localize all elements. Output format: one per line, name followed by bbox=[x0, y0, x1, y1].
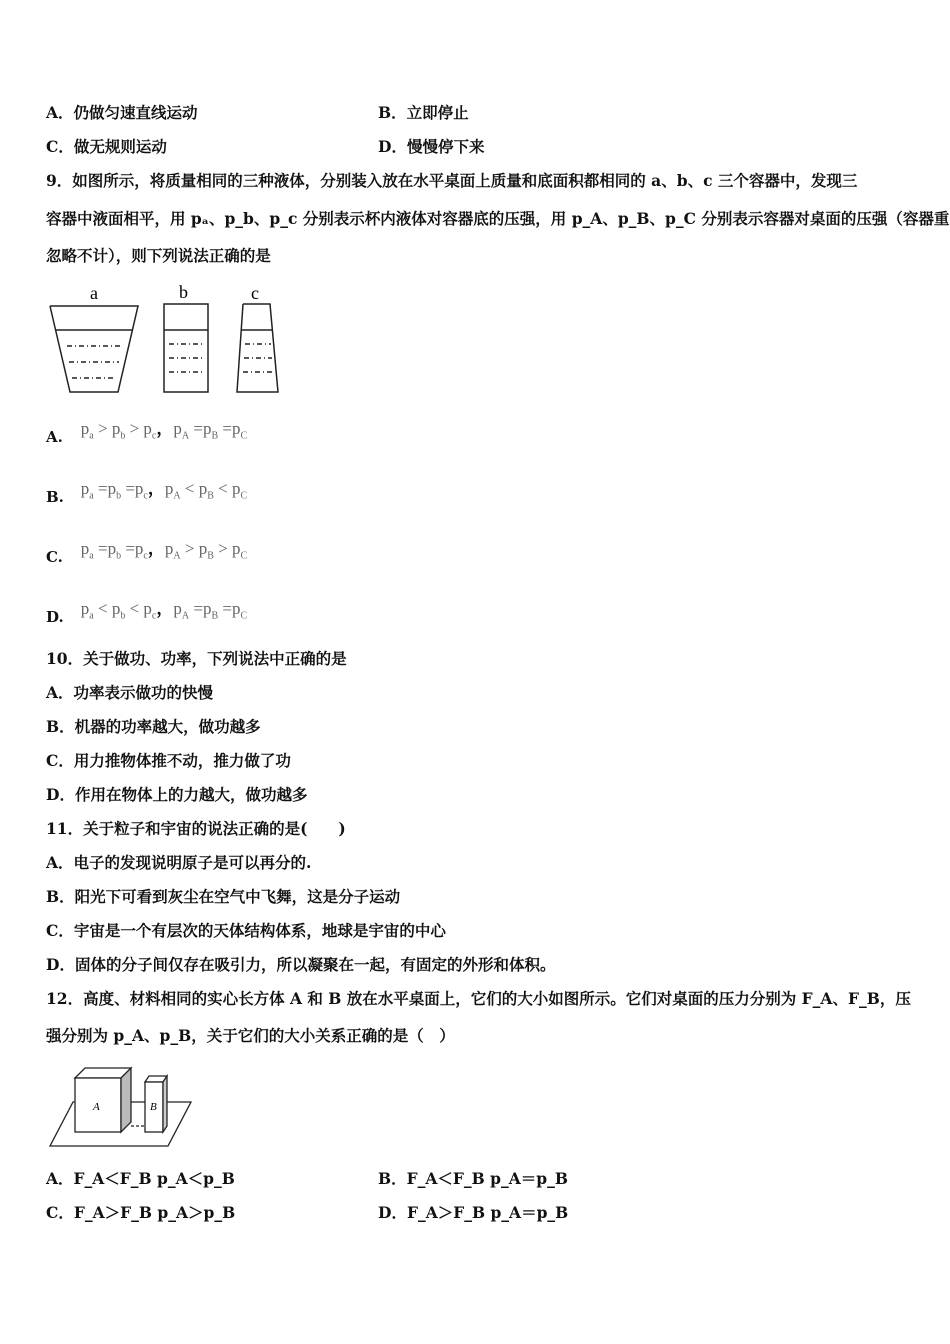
q11-option-a: A．电子的发现说明原子是可以再分的. bbox=[46, 853, 312, 872]
q12-stem-line1: 12．高度、材料相同的实心长方体 A 和 B 放在水平桌面上，它们的大小如图所示。它们对桌面的压力分别为 F_A、F_B，压 bbox=[46, 989, 911, 1008]
q12-option-b: B．F_A＜F_B p_A＝p_B bbox=[378, 1169, 568, 1188]
q9-option-d-label: D. bbox=[46, 608, 64, 626]
container-c-label: c bbox=[251, 283, 259, 303]
q8-option-b: B．立即停止 bbox=[378, 103, 469, 122]
container-a-label: a bbox=[90, 283, 98, 303]
q8-option-d: D．慢慢停下来 bbox=[378, 137, 485, 156]
q12-option-a: A．F_A＜F_B p_A＜p_B bbox=[46, 1169, 235, 1188]
q9-option-d-formula: $p_a < p_b < p_c$，$p_A =p_B =p_C$ bbox=[80, 599, 248, 622]
q11-option-c: C．宇宙是一个有层次的天体结构体系，地球是宇宙的中心 bbox=[46, 921, 446, 940]
q12-blocks-figure bbox=[45, 1064, 195, 1154]
q12-option-d: D．F_A＞F_B p_A＝p_B bbox=[378, 1203, 569, 1222]
container-b-label: b bbox=[179, 282, 188, 302]
block-b-side bbox=[163, 1076, 167, 1132]
q9-containers-figure bbox=[45, 280, 290, 400]
container-a bbox=[50, 306, 138, 392]
block-a-side bbox=[121, 1068, 131, 1132]
q9-option-c-label: C. bbox=[46, 548, 63, 566]
q9-option-d bbox=[46, 594, 247, 626]
q9-option-a bbox=[46, 414, 247, 446]
q9-option-c bbox=[46, 534, 247, 566]
q9-stem-line1: 9．如图所示，将质量相同的三种液体，分别装入放在水平桌面上质量和底面积都相同的 a、b、c 三个容器中，发现三 bbox=[46, 171, 858, 190]
q9-option-a-formula: $p_a > p_b > p_c$，$p_A =p_B =p_C$ bbox=[80, 419, 248, 442]
q11-option-d: D．固体的分子间仅存在吸引力，所以凝聚在一起，有固定的外形和体积。 bbox=[46, 955, 556, 974]
q12-option-c: C．F_A＞F_B p_A＞p_B bbox=[46, 1203, 236, 1222]
q11-stem: 11．关于粒子和宇宙的说法正确的是( ) bbox=[46, 819, 346, 838]
q9-option-b-label: B. bbox=[46, 488, 64, 506]
q9-option-b bbox=[46, 474, 247, 506]
q10-option-b: B．机器的功率越大，做功越多 bbox=[46, 717, 261, 736]
q10-option-d: D．作用在物体上的力越大，做功越多 bbox=[46, 785, 308, 804]
q8-option-c: C．做无规则运动 bbox=[46, 137, 167, 156]
container-b bbox=[164, 304, 208, 392]
q8-option-a: A．仍做匀速直线运动 bbox=[46, 103, 198, 122]
block-a-label: A bbox=[93, 1101, 100, 1113]
q10-option-a: A．功率表示做功的快慢 bbox=[46, 683, 214, 702]
q10-stem: 10．关于做功、功率，下列说法中正确的是 bbox=[46, 649, 347, 668]
q9-option-b-formula: $p_a =p_b =p_c$，$p_A < p_B < p_C$ bbox=[80, 479, 248, 502]
block-b-label: B bbox=[150, 1101, 157, 1113]
q11-option-b: B．阳光下可看到灰尘在空气中飞舞，这是分子运动 bbox=[46, 887, 401, 906]
container-c bbox=[237, 304, 278, 392]
q9-stem-line2: 容器中液面相平，用 pₐ、p_b、p_c 分别表示杯内液体对容器底的压强，用 p_A、p_B、p_C 分别表示容器对桌面的压强（容器重 bbox=[46, 209, 950, 228]
q12-stem-line2: 强分别为 p_A、p_B，关于它们的大小关系正确的是（ ） bbox=[46, 1026, 455, 1045]
q10-option-c: C．用力推物体推不动，推力做了功 bbox=[46, 751, 291, 770]
q9-stem-line3: 忽略不计），则下列说法正确的是 bbox=[46, 246, 271, 265]
q9-option-a-label: A. bbox=[46, 428, 63, 446]
q9-option-c-formula: $p_a =p_b =p_c$，$p_A > p_B > p_C$ bbox=[80, 539, 248, 562]
